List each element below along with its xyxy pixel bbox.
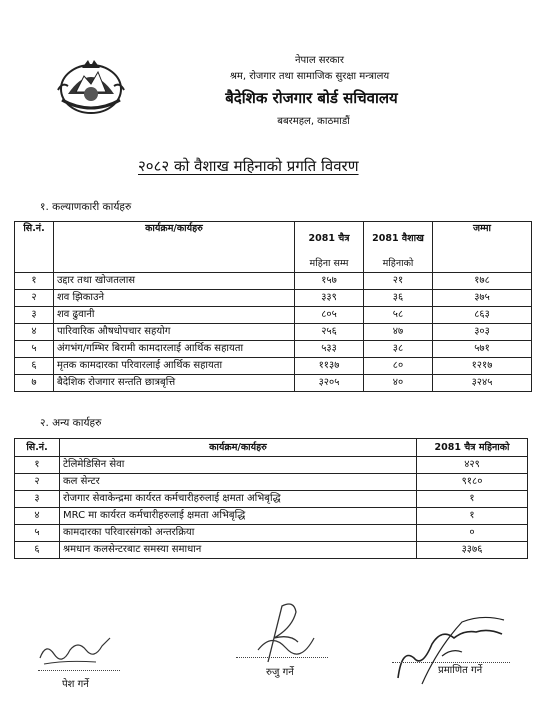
report-title: २०८२ को वैशाख महिनाको प्रगति विवरण (138, 157, 359, 175)
row-sn: ६ (15, 542, 60, 559)
row-program: शव झिकाउने (54, 289, 295, 306)
row-baisakh: ४७ (364, 323, 433, 340)
row-total: ८६३ (433, 306, 532, 323)
row-sn: २ (15, 289, 54, 306)
row-chaitra: २५६ (295, 323, 364, 340)
signature-label-checked: रुजु गर्ने (266, 667, 294, 678)
table-row (15, 374, 532, 391)
row-sn: ३ (15, 491, 60, 508)
row-baisakh: ३६ (364, 289, 433, 306)
col-header-chaitra: 2081 चैत्र (295, 222, 364, 256)
row-program: रोजगार सेवाकेन्द्रमा कार्यरत कर्मचारीहरुलाई क्षमता अभिबृद्धि (60, 491, 417, 508)
row-value: ३३७६ (417, 542, 528, 559)
row-value: १ (417, 508, 528, 525)
signature-line-checked (236, 657, 328, 658)
row-program: शव ढुवानी (54, 306, 295, 323)
row-sn: १ (15, 272, 54, 289)
table-row (15, 357, 532, 374)
row-sn: ७ (15, 374, 54, 391)
col-header-program: कार्यक्रम/कार्यहरु (60, 439, 417, 457)
row-value: ९१८० (417, 474, 528, 491)
table-row (15, 323, 532, 340)
row-total: १२१७ (433, 357, 532, 374)
row-total: ३७५ (433, 289, 532, 306)
section-heading-welfare: १. कल्याणकारी कार्यहरु (40, 201, 132, 213)
table-row (15, 508, 528, 525)
row-sn: ४ (15, 508, 60, 525)
other-activities-table (14, 438, 528, 559)
row-value: १ (417, 491, 528, 508)
row-sn: ४ (15, 323, 54, 340)
row-baisakh: २१ (364, 272, 433, 289)
row-sn: १ (15, 457, 60, 474)
header-government: नेपाल सरकार (295, 55, 344, 66)
row-program: उद्दार तथा खोजतलास (54, 272, 295, 289)
row-program: टेलिमेडिसिन सेवा (60, 457, 417, 474)
signature-prepared-mark (36, 628, 116, 668)
row-program: कामदारका परिवारसंगको अन्तरक्रिया (60, 525, 417, 542)
table-row (15, 289, 532, 306)
section-heading-other: २. अन्य कार्यहरु (40, 417, 102, 429)
row-baisakh: ४० (364, 374, 433, 391)
row-total: ३०३ (433, 323, 532, 340)
col-header-total: जम्मा (433, 222, 532, 273)
table-row (15, 272, 532, 289)
welfare-table (14, 221, 532, 392)
row-baisakh: ३८ (364, 340, 433, 357)
col-header-chaitra-sub: महिना सम्म (295, 256, 364, 273)
col-header-baisakh-sub: महिनाको (364, 256, 433, 273)
row-total: ५७१ (433, 340, 532, 357)
table-row (15, 525, 528, 542)
row-program: मृतक कामदारका परिवारलाई आर्थिक सहायता (54, 357, 295, 374)
row-value: ४२९ (417, 457, 528, 474)
col-header-baisakh: 2081 वैशाख (364, 222, 433, 256)
col-header-sn: सि.नं. (15, 222, 54, 273)
row-program: श्रमधान कलसेन्टरबाट समस्या समाधान (60, 542, 417, 559)
row-chaitra: ३२०५ (295, 374, 364, 391)
row-program: अंगभंग/गम्भिर बिरामी कामदारलाई आर्थिक सहायता (54, 340, 295, 357)
table-row (15, 457, 528, 474)
row-baisakh: ५८ (364, 306, 433, 323)
row-program: कल सेन्टर (60, 474, 417, 491)
signature-approved-mark (392, 608, 512, 688)
row-baisakh: ८० (364, 357, 433, 374)
table-row (15, 491, 528, 508)
row-total: ३२४५ (433, 374, 532, 391)
table-row (15, 306, 532, 323)
row-chaitra: ११३७ (295, 357, 364, 374)
header-office: बैदेशिक रोजगार बोर्ड सचिवालय (225, 89, 398, 107)
row-sn: ६ (15, 357, 54, 374)
row-chaitra: ३३९ (295, 289, 364, 306)
signature-label-prepared: पेश गर्ने (62, 679, 89, 690)
row-program: MRC मा कार्यरत कर्मचारीहरुलाई क्षमता अभिबृद्धि (60, 508, 417, 525)
header-address: बबरमहल, काठमाडौं (277, 116, 350, 127)
col-header-month: 2081 चैत्र महिनाको (417, 439, 528, 457)
row-sn: ५ (15, 340, 54, 357)
table-row (15, 542, 528, 559)
table-row (15, 340, 532, 357)
row-sn: ५ (15, 525, 60, 542)
row-total: १७८ (433, 272, 532, 289)
header-ministry: श्रम, रोजगार तथा सामाजिक सुरक्षा मन्त्रालय (229, 71, 390, 82)
col-header-sn: सि.नं. (15, 439, 60, 457)
table-row (15, 474, 528, 491)
signature-label-approved: प्रमाणित गर्ने (438, 665, 483, 676)
row-program: बैदेशिक रोजगार सन्तति छात्रबृत्ति (54, 374, 295, 391)
row-chaitra: ८०५ (295, 306, 364, 323)
row-value: ० (417, 525, 528, 542)
col-header-program: कार्यक्रम/कार्यहरु (54, 222, 295, 273)
row-chaitra: १५७ (295, 272, 364, 289)
row-chaitra: ५३३ (295, 340, 364, 357)
row-program: पारिवारिक औषधोपचार सहयोग (54, 323, 295, 340)
row-sn: २ (15, 474, 60, 491)
signature-line-prepared (38, 670, 120, 671)
row-sn: ३ (15, 306, 54, 323)
